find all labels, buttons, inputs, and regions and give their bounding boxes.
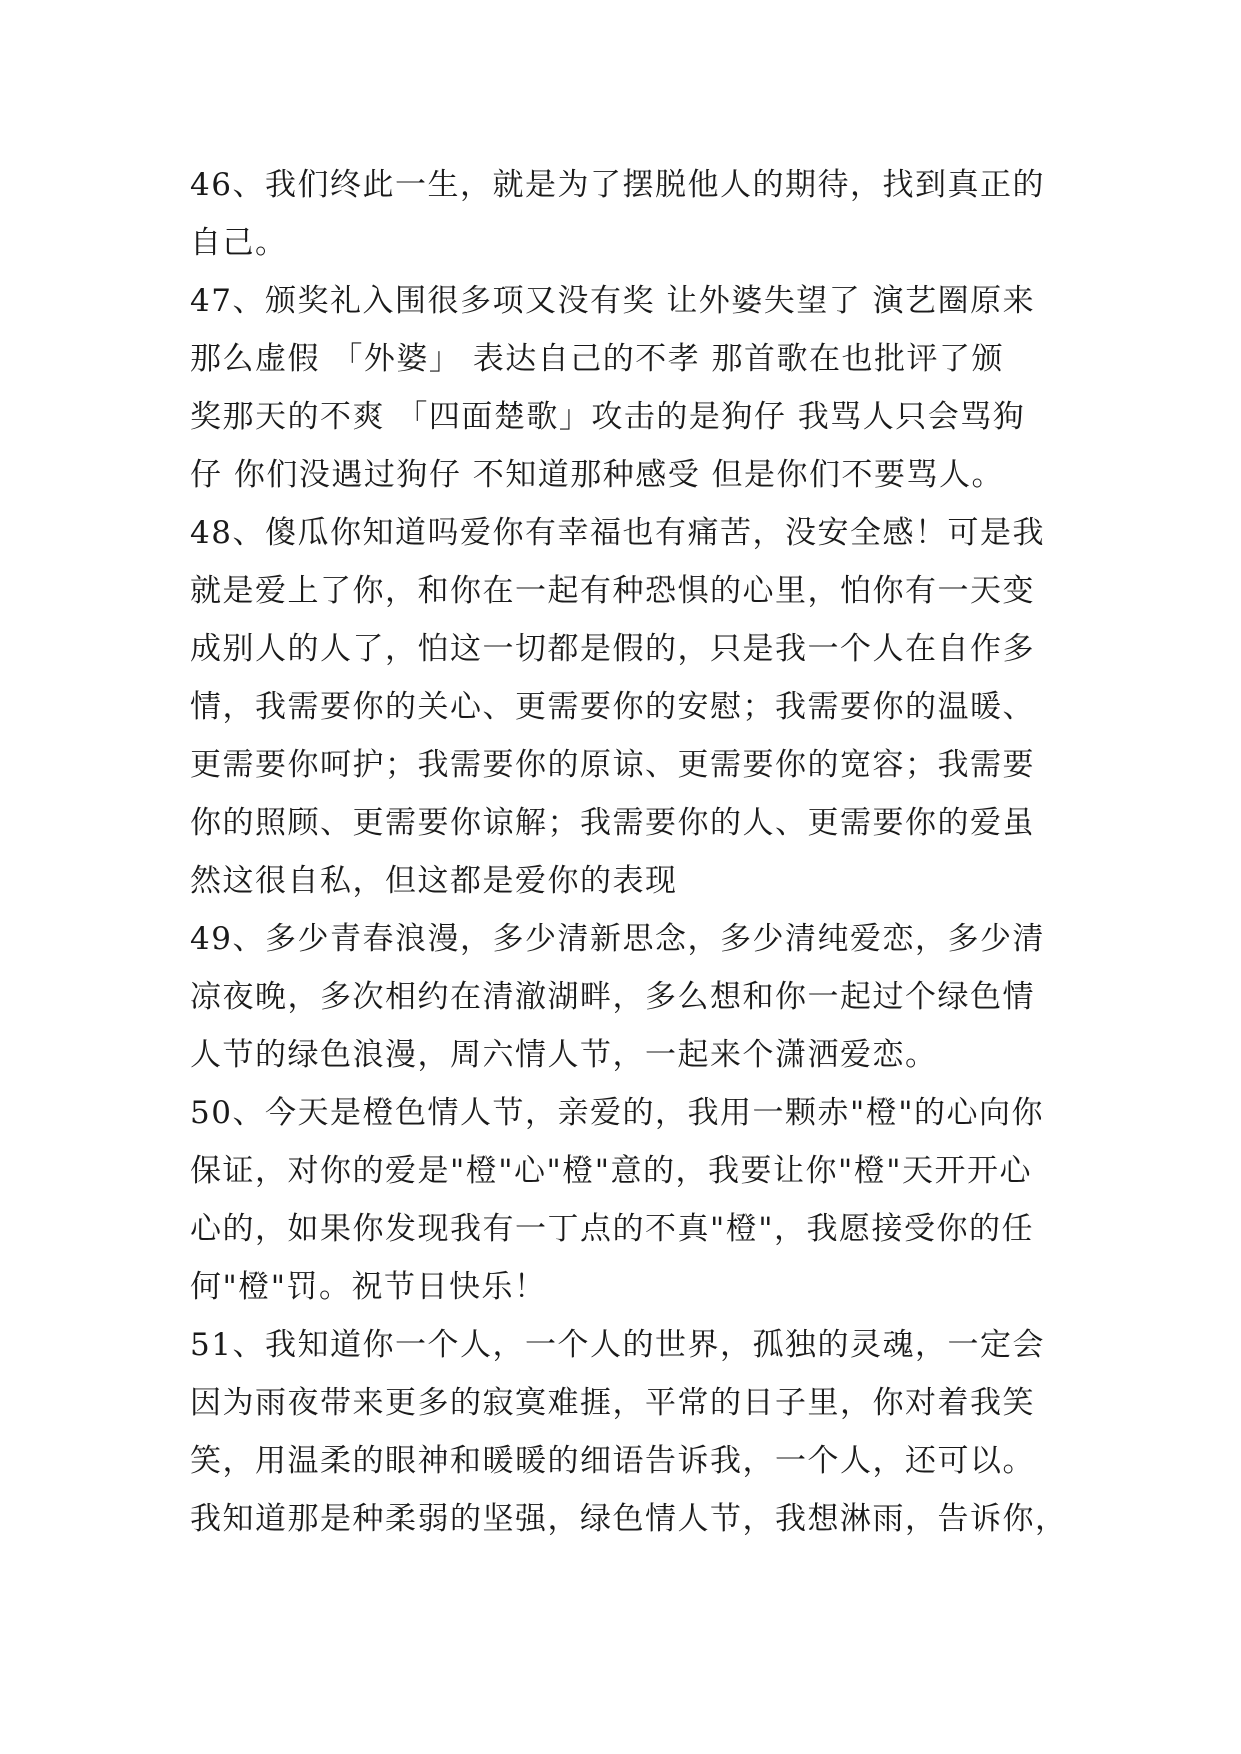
text-line-15: 凉夜晚，多次相约在清澈湖畔，多么想和你一起过个绿色情 [190,979,1035,1015]
text-line-16: 人节的绿色浪漫，周六情人节，一起来个潇洒爱恋。 [190,1037,938,1073]
text-line-10: 情，我需要你的关心、更需要你的安慰；我需要你的温暖、 [190,689,1035,725]
text-line-23: 笑，用温柔的眼神和暖暖的细语告诉我，一个人，还可以。 [190,1443,1035,1479]
text-line-17: 50、今天是橙色情人节，亲爱的，我用一颗赤"橙"的心向你 [190,1095,1044,1131]
text-line-7: 48、傻瓜你知道吗爱你有幸福也有痛苦，没安全感！可是我 [190,515,1045,551]
text-line-8: 就是爱上了你，和你在一起有种恐惧的心里，怕你有一天变 [190,573,1035,609]
text-line-18: 保证，对你的爱是"橙"心"橙"意的，我要让你"橙"天开开心 [190,1153,1033,1189]
text-line-6: 仔 你们没遇过狗仔 不知道那种感受 但是你们不要骂人。 [190,457,1005,493]
text-line-22: 因为雨夜带来更多的寂寞难捱，平常的日子里，你对着我笑 [190,1385,1035,1421]
text-line-4: 那么虚假 「外婆」 表达自己的不孝 那首歌在也批评了颁 [190,341,1005,377]
text-line-1: 46、我们终此一生，就是为了摆脱他人的期待，找到真正的 [190,167,1045,203]
text-line-13: 然这很自私，但这都是爱你的表现 [190,863,678,899]
text-line-19: 心的，如果你发现我有一丁点的不真"橙"，我愿接受你的任 [190,1211,1035,1247]
text-line-3: 47、颁奖礼入围很多项又没有奖 让外婆失望了 演艺圈原来 [190,283,1036,319]
text-line-20: 何"橙"罚。祝节日快乐！ [190,1269,547,1305]
text-line-9: 成别人的人了，怕这一切都是假的，只是我一个人在自作多 [190,631,1035,667]
text-line-11: 更需要你呵护；我需要你的原谅、更需要你的宽容；我需要 [190,747,1035,783]
document-body [190,156,1080,1548]
text-line-12: 你的照顾、更需要你谅解；我需要你的人、更需要你的爱虽 [190,805,1035,841]
text-line-5: 奖那天的不爽 「四面楚歌」攻击的是狗仔 我骂人只会骂狗 [190,399,1026,435]
text-line-2: 自己。 [190,225,288,261]
text-line-14: 49、多少青春浪漫，多少清新思念，多少清纯爱恋，多少清 [190,921,1045,957]
text-line-21: 51、我知道你一个人，一个人的世界，孤独的灵魂，一定会 [190,1327,1045,1363]
text-line-24: 我知道那是种柔弱的坚强，绿色情人节，我想淋雨，告诉你， [190,1501,1068,1537]
